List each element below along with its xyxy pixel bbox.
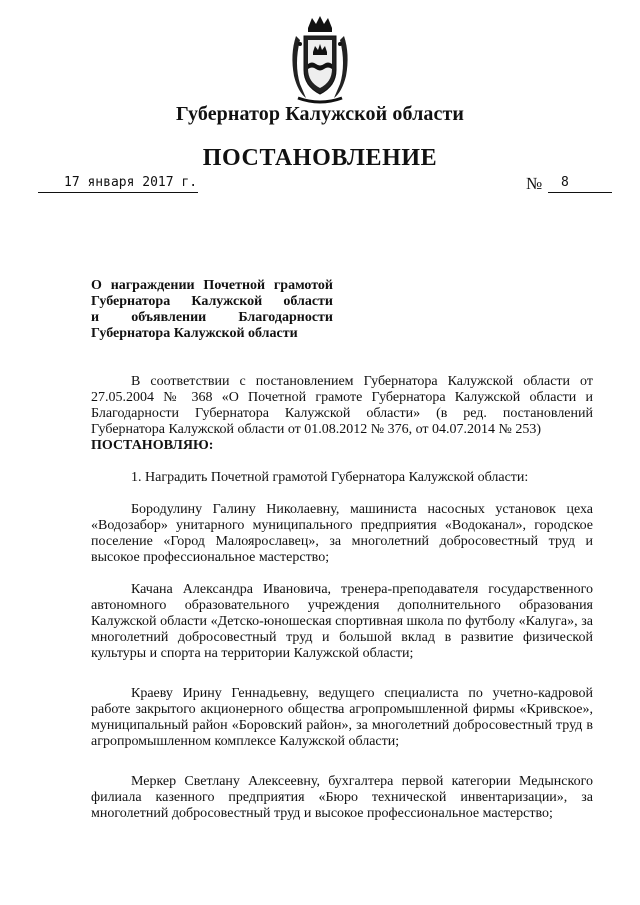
awardee-paragraph: Краеву Ирину Геннадьевну, ведущего специалиста по учетно-кадровой работе закрытого акционерного общества агропромышленной фирмы «Кривское», муниципальный район «Боровский район», за многолетний добросовестный труд в агропромышленном комплексе Калужской области; xyxy=(91,686,593,749)
number-label: № xyxy=(526,174,543,193)
document-number: 8 xyxy=(561,175,569,190)
subject-line: и объявлении Благодарности xyxy=(91,310,333,325)
preamble-text: В соответствии с постановлением Губернатора Калужской области от 27.05.2004 № 368 «О Почетной грамоте Губернатора Калужской области и Благодарности Губернатора Калужской области» (в ред. постановлений Губернатора Калужской области от 01.08.2012 № 376, от 04.07.2014 № 253) xyxy=(91,374,593,437)
document-type-title: ПОСТАНОВЛЕНИЕ xyxy=(202,145,438,171)
subject-line: Губернатора Калужской области xyxy=(91,294,333,309)
awardee-paragraph: Качана Александра Ивановича, тренера-преподавателя государственного автономного образовательного учреждения дополнительного образования Калужской области «Детско-юношеская спортивная школа по футболу «Калуга», за многолетний добросовестный труд и большой вклад в развитие физической культуры и спорта на территории Калужской области; xyxy=(91,582,593,661)
subject-line: Губернатора Калужской области xyxy=(91,326,298,341)
issuing-authority: Губернатор Калужской области xyxy=(175,103,465,125)
preamble-paragraph xyxy=(91,374,593,454)
resolve-heading: ПОСТАНОВЛЯЮ: xyxy=(91,438,214,453)
kaluga-region-coat-of-arms-icon xyxy=(286,14,354,106)
awardee-paragraph: Меркер Светлану Алексеевну, бухгалтера первой категории Медынского филиала казенного предприятия «Бюро технической инвентаризации», за многолетний добросовестный труд и высокое профессиональное мастерство; xyxy=(91,774,593,821)
document-subject xyxy=(91,278,333,342)
subject-line: О награждении Почетной грамотой xyxy=(91,278,333,293)
document-date: 17 января 2017 г. xyxy=(64,175,198,190)
number-underline xyxy=(548,175,612,193)
awardee-paragraph: Бородулину Галину Николаевну, машиниста насосных установок цеха «Водозабор» унитарного муниципального предприятия «Водоканал», городское поселение «Город Малоярославец», за многолетний добросовестный труд и высокое профессиональное мастерство; xyxy=(91,502,593,565)
clause-1: 1. Наградить Почетной грамотой Губернатора Калужской области: xyxy=(131,470,529,485)
